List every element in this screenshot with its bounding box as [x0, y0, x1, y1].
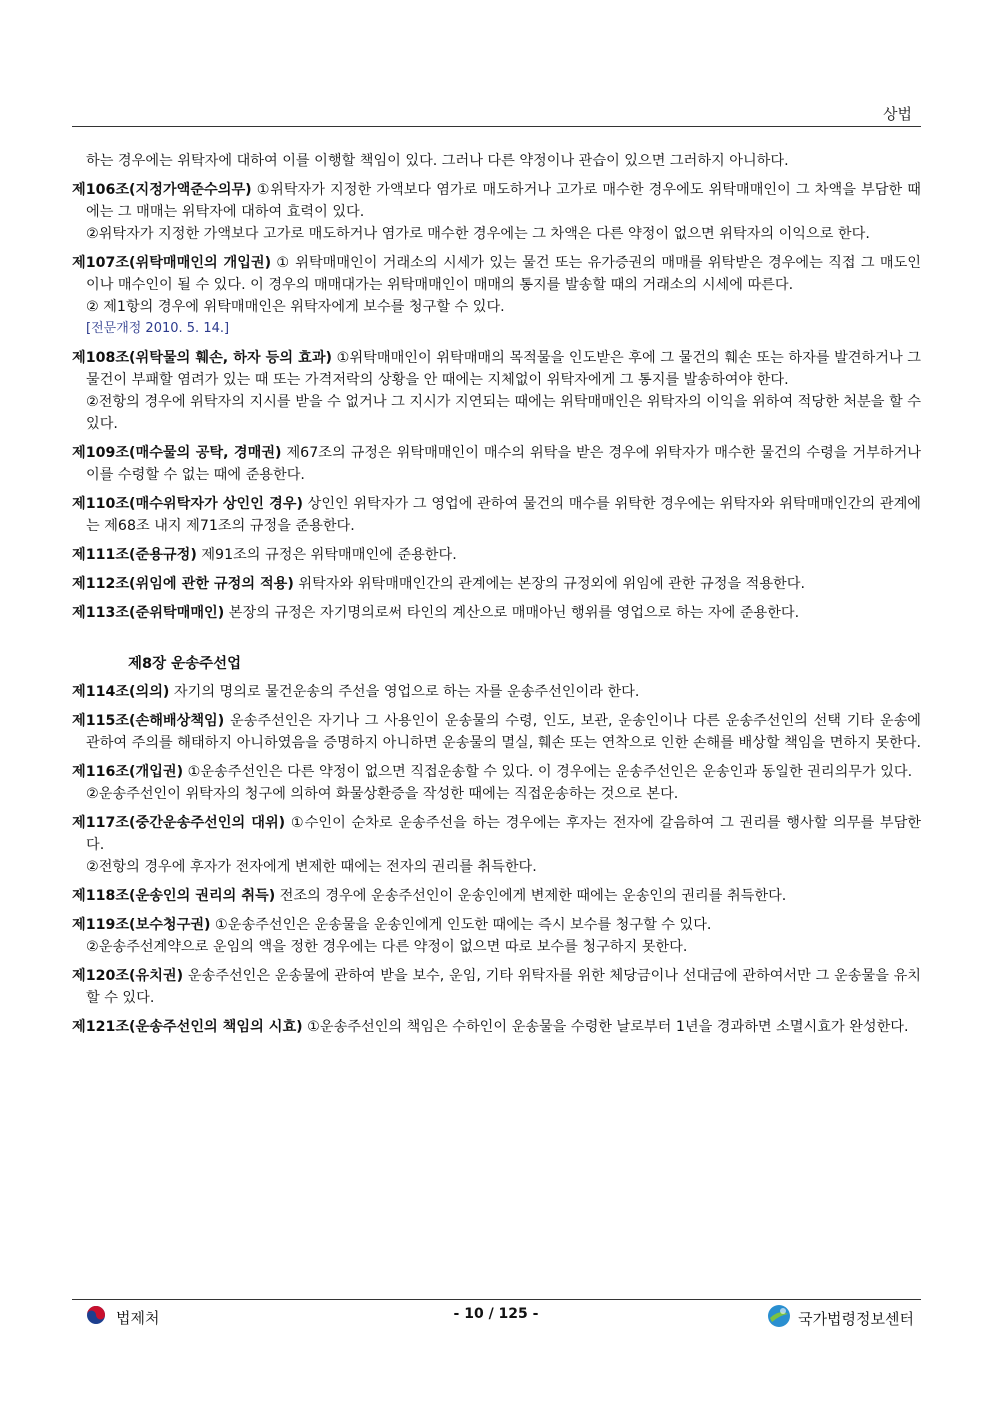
article — [72, 812, 921, 878]
article-text: ①수인이 순차로 운송주선을 하는 경우에는 후자는 전자에 갈음하여 그 권리를 행사할 의무를 부담한다. — [86, 815, 921, 853]
article-first-paragraph — [72, 965, 921, 1009]
article-title: 제120조(유치권) — [72, 968, 184, 984]
article-title: 제106조(지정가액준수의무) — [72, 182, 252, 198]
continuation-text: 하는 경우에는 위탁자에 대하여 이를 이행할 책임이 있다. 그러나 다른 약정이나 관습이 있으면 그러하지 아니하다. — [86, 153, 789, 169]
article-first-paragraph — [72, 573, 921, 595]
header-rule — [72, 126, 921, 127]
article-first-paragraph — [72, 602, 921, 624]
article-text: 위탁자와 위탁매매인간의 관계에는 본장의 규정외에 위임에 관한 규정을 적용한다. — [293, 576, 805, 592]
article-title: 제117조(중간운송주선인의 대위) — [72, 815, 286, 831]
article — [72, 544, 921, 566]
article-text: 운송주선인은 자기나 그 사용인이 운송물의 수령, 인도, 보관, 운송인이나 다른 운송주선인의 선택 기타 운송에 관하여 주의를 해태하지 아니하였음을 증명하지 아니하면 운송물의 멸실, 훼손 또는 연착으로 인한 손해를 배상할 책임을 면하지 못한다. — [86, 713, 921, 751]
article-first-paragraph — [72, 914, 921, 936]
article-title: 제108조(위탁물의 훼손, 하자 등의 효과) — [72, 350, 333, 366]
article-title: 제115조(손해배상책임) — [72, 713, 225, 729]
article-text: ①운송주선인은 운송물을 운송인에게 인도한 때에는 즉시 보수를 청구할 수 있다. — [210, 917, 712, 933]
article-text: 제91조의 규정은 위탁매매인에 준용한다. — [196, 547, 457, 563]
article-sub-paragraph: ②전항의 경우에 위탁자의 지시를 받을 수 없거나 그 지시가 지연되는 때에는 위탁매매인은 위탁자의 이익을 위하여 적당한 처분을 할 수 있다. — [86, 394, 921, 432]
article — [72, 347, 921, 435]
document-body — [72, 150, 921, 1045]
article-text: 운송주선인은 운송물에 관하여 받을 보수, 운임, 기타 위탁자를 위한 체당금이나 선대금에 관하여서만 그 운송물을 유치할 수 있다. — [86, 968, 921, 1006]
article-first-paragraph — [72, 761, 921, 783]
article-first-paragraph — [72, 493, 921, 537]
article-text: 상인인 위탁자가 그 영업에 관하여 물건의 매수를 위탁한 경우에는 위탁자와 위탁매매인간의 관계에는 제68조 내지 제71조의 규정을 준용한다. — [86, 496, 921, 534]
amendment-note: [전문개정 2010. 5. 14.] — [86, 321, 230, 336]
article — [72, 914, 921, 958]
article-title: 제113조(준위탁매매인) — [72, 605, 225, 621]
article-title: 제118조(운송인의 권리의 취득) — [72, 888, 276, 904]
article-first-paragraph — [72, 252, 921, 296]
article — [72, 252, 921, 340]
footer-left-label: 법제처 — [116, 1308, 160, 1327]
article — [72, 965, 921, 1009]
page-indicator: - 10 / 125 - — [453, 1306, 539, 1322]
footer-right-label: 국가법령정보센터 — [798, 1309, 914, 1328]
article-sub-paragraph: ② 제1항의 경우에 위탁매매인은 위탁자에게 보수를 청구할 수 있다. — [86, 299, 505, 315]
article — [72, 602, 921, 624]
article-first-paragraph — [72, 885, 921, 907]
article-title: 제119조(보수청구권) — [72, 917, 211, 933]
article-first-paragraph — [72, 681, 921, 703]
article-text: 제67조의 규정은 위탁매매인이 매수의 위탁을 받은 경우에 위탁자가 매수한 물건의 수령을 거부하거나 이를 수령할 수 없는 때에 준용한다. — [86, 445, 921, 483]
article-first-paragraph — [72, 347, 921, 391]
article-sub-paragraph: ②운송주선계약으로 운임의 액을 정한 경우에는 다른 약정이 없으면 따로 보수를 청구하지 못한다. — [86, 939, 688, 955]
articles-section-after — [72, 681, 921, 1045]
article-sub-paragraph: ②운송주선인이 위탁자의 청구에 의하여 화물상환증을 작성한 때에는 직접운송하는 것으로 본다. — [86, 786, 679, 802]
article — [72, 1016, 921, 1038]
article-title: 제116조(개입권) — [72, 764, 184, 780]
article — [72, 179, 921, 245]
article-title: 제109조(매수물의 공탁, 경매권) — [72, 445, 282, 461]
article-sub-paragraph: ②위탁자가 지정한 가액보다 고가로 매도하거나 염가로 매수한 경우에는 그 차액은 다른 약정이 없으면 위탁자의 이익으로 한다. — [86, 226, 870, 242]
article-text: ①운송주선인의 책임은 수하인이 운송물을 수령한 날로부터 1년을 경과하면 소멸시효가 완성한다. — [302, 1019, 909, 1035]
footer-right — [766, 1303, 914, 1333]
article-sub-paragraph: ②전항의 경우에 후자가 전자에게 변제한 때에는 전자의 권리를 취득한다. — [86, 859, 537, 875]
article — [72, 761, 921, 805]
article — [72, 885, 921, 907]
article — [72, 442, 921, 486]
article-title: 제107조(위탁매매인의 개입권) — [72, 255, 272, 271]
article-title: 제114조(의의) — [72, 684, 170, 700]
article — [72, 573, 921, 595]
article — [72, 493, 921, 537]
articles-section-before — [72, 179, 921, 631]
footer-rule — [72, 1299, 921, 1300]
article-first-paragraph — [72, 442, 921, 486]
article-text: ① 위탁매매인이 거래소의 시세가 있는 물건 또는 유가증권의 매매를 위탁받은 경우에는 직접 그 매도인이나 매수인이 될 수 있다. 이 경우의 매매대가는 위탁매매인이 매매의 통지를 발송할 때의 거래소의 시세에 따른다. — [86, 255, 921, 293]
article-text: 전조의 경우에 운송주선인이 운송인에게 변제한 때에는 운송인의 권리를 취득한다. — [275, 888, 787, 904]
article-text: 자기의 명의로 물건운송의 주선을 영업으로 하는 자를 운송주선인이라 한다. — [169, 684, 640, 700]
article-title: 제121조(운송주선인의 책임의 시효) — [72, 1019, 303, 1035]
article-first-paragraph — [72, 710, 921, 754]
article-title: 제110조(매수위탁자가 상인인 경우) — [72, 496, 303, 512]
article-text: ①운송주선인은 다른 약정이 없으면 직접운송할 수 있다. 이 경우에는 운송주선인은 운송인과 동일한 권리의무가 있다. — [183, 764, 913, 780]
article-title: 제111조(준용규정) — [72, 547, 197, 563]
globe-logo-icon — [766, 1303, 792, 1333]
article-text: 본장의 규정은 자기명의로써 타인의 계산으로 매매아닌 행위를 영업으로 하는 자에 준용한다. — [224, 605, 800, 621]
article-text: ①위탁매매인이 위탁매매의 목적물을 인도받은 후에 그 물건의 훼손 또는 하자를 발견하거나 그 물건이 부패할 염려가 있는 때 또는 가격저락의 상황을 안 때에는 지체없이 위탁자에게 그 통지를 발송하여야 한다. — [86, 350, 921, 388]
running-title: 상법 — [883, 105, 912, 123]
article-text: ①위탁자가 지정한 가액보다 염가로 매도하거나 고가로 매수한 경우에도 위탁매매인이 그 차액을 부담한 때에는 그 매매는 위탁자에 대하여 효력이 있다. — [86, 182, 921, 220]
chapter-heading: 제8장 운송주선업 — [128, 656, 242, 672]
article-first-paragraph — [72, 1016, 921, 1038]
article-title: 제112조(위임에 관한 규정의 적용) — [72, 576, 294, 592]
article — [72, 710, 921, 754]
article-first-paragraph — [72, 544, 921, 566]
article — [72, 681, 921, 703]
article-first-paragraph — [72, 812, 921, 856]
article-first-paragraph — [72, 179, 921, 223]
